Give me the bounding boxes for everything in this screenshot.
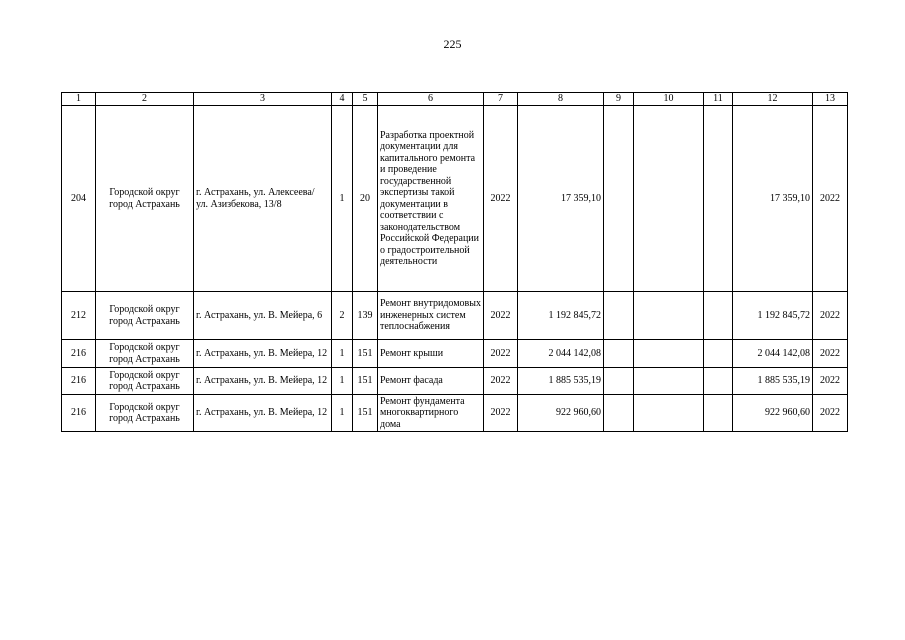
table-row bbox=[62, 340, 848, 368]
page-number: 225 bbox=[443, 37, 462, 51]
total-amount: 1 885 535,19 bbox=[733, 368, 813, 395]
total-amount: 2 044 142,08 bbox=[733, 340, 813, 368]
row-id: 216 bbox=[62, 340, 96, 368]
column-header: 2 bbox=[96, 93, 194, 106]
col-11-value bbox=[704, 395, 733, 432]
address: г. Астрахань, ул. В. Мейера, 12 bbox=[194, 340, 332, 368]
col-9-value bbox=[604, 106, 634, 292]
table-row bbox=[62, 395, 848, 432]
address: г. Астрахань, ул. Алексеева/ ул. Азизбекова, 13/8 bbox=[194, 106, 332, 292]
col-11-value bbox=[704, 106, 733, 292]
address: г. Астрахань, ул. В. Мейера, 12 bbox=[194, 368, 332, 395]
work-type: Ремонт фасада bbox=[378, 368, 484, 395]
col-4-value: 1 bbox=[332, 368, 353, 395]
work-type: Ремонт внутридомовых инженерных систем теплоснабжения bbox=[378, 292, 484, 340]
col-10-value bbox=[634, 368, 704, 395]
amount: 1 192 845,72 bbox=[518, 292, 604, 340]
header-row bbox=[62, 93, 848, 106]
col-5-value: 20 bbox=[353, 106, 378, 292]
col-9-value bbox=[604, 395, 634, 432]
col-4-value: 1 bbox=[332, 395, 353, 432]
col-4-value: 1 bbox=[332, 340, 353, 368]
completion-year: 2022 bbox=[813, 106, 848, 292]
column-header: 8 bbox=[518, 93, 604, 106]
table-row bbox=[62, 292, 848, 340]
year: 2022 bbox=[484, 340, 518, 368]
work-type: Ремонт фундамента многоквартирного дома bbox=[378, 395, 484, 432]
col-5-value: 151 bbox=[353, 368, 378, 395]
year: 2022 bbox=[484, 368, 518, 395]
address: г. Астрахань, ул. В. Мейера, 6 bbox=[194, 292, 332, 340]
column-header: 12 bbox=[733, 93, 813, 106]
municipality: Городской округ город Астрахань bbox=[96, 395, 194, 432]
total-amount: 1 192 845,72 bbox=[733, 292, 813, 340]
completion-year: 2022 bbox=[813, 368, 848, 395]
amount: 2 044 142,08 bbox=[518, 340, 604, 368]
col-9-value bbox=[604, 292, 634, 340]
col-9-value bbox=[604, 340, 634, 368]
column-header: 13 bbox=[813, 93, 848, 106]
address: г. Астрахань, ул. В. Мейера, 12 bbox=[194, 395, 332, 432]
year: 2022 bbox=[484, 106, 518, 292]
amount: 922 960,60 bbox=[518, 395, 604, 432]
column-header: 11 bbox=[704, 93, 733, 106]
work-type: Ремонт крыши bbox=[378, 340, 484, 368]
municipality: Городской округ город Астрахань bbox=[96, 340, 194, 368]
col-11-value bbox=[704, 368, 733, 395]
col-11-value bbox=[704, 292, 733, 340]
completion-year: 2022 bbox=[813, 340, 848, 368]
column-header: 4 bbox=[332, 93, 353, 106]
municipality: Городской округ город Астрахань bbox=[96, 106, 194, 292]
col-9-value bbox=[604, 368, 634, 395]
col-4-value: 1 bbox=[332, 106, 353, 292]
column-header: 3 bbox=[194, 93, 332, 106]
col-5-value: 151 bbox=[353, 340, 378, 368]
column-header: 6 bbox=[378, 93, 484, 106]
col-10-value bbox=[634, 395, 704, 432]
amount: 1 885 535,19 bbox=[518, 368, 604, 395]
total-amount: 17 359,10 bbox=[733, 106, 813, 292]
capital-repair-table bbox=[61, 92, 848, 432]
column-header: 10 bbox=[634, 93, 704, 106]
year: 2022 bbox=[484, 292, 518, 340]
completion-year: 2022 bbox=[813, 292, 848, 340]
completion-year: 2022 bbox=[813, 395, 848, 432]
row-id: 204 bbox=[62, 106, 96, 292]
municipality: Городской округ город Астрахань bbox=[96, 292, 194, 340]
row-id: 216 bbox=[62, 368, 96, 395]
column-header: 1 bbox=[62, 93, 96, 106]
col-10-value bbox=[634, 340, 704, 368]
amount: 17 359,10 bbox=[518, 106, 604, 292]
col-11-value bbox=[704, 340, 733, 368]
row-id: 212 bbox=[62, 292, 96, 340]
col-4-value: 2 bbox=[332, 292, 353, 340]
work-type: Разработка проектной документации для капитального ремонта и проведение государственной экспертизы такой документации в соответствии с законодательством Российской Федерации о градостроительной деятельности bbox=[378, 106, 484, 292]
column-header: 5 bbox=[353, 93, 378, 106]
col-5-value: 151 bbox=[353, 395, 378, 432]
table-row bbox=[62, 106, 848, 292]
municipality: Городской округ город Астрахань bbox=[96, 368, 194, 395]
column-header: 9 bbox=[604, 93, 634, 106]
row-id: 216 bbox=[62, 395, 96, 432]
table-row bbox=[62, 368, 848, 395]
year: 2022 bbox=[484, 395, 518, 432]
col-10-value bbox=[634, 106, 704, 292]
col-10-value bbox=[634, 292, 704, 340]
col-5-value: 139 bbox=[353, 292, 378, 340]
column-header: 7 bbox=[484, 93, 518, 106]
total-amount: 922 960,60 bbox=[733, 395, 813, 432]
